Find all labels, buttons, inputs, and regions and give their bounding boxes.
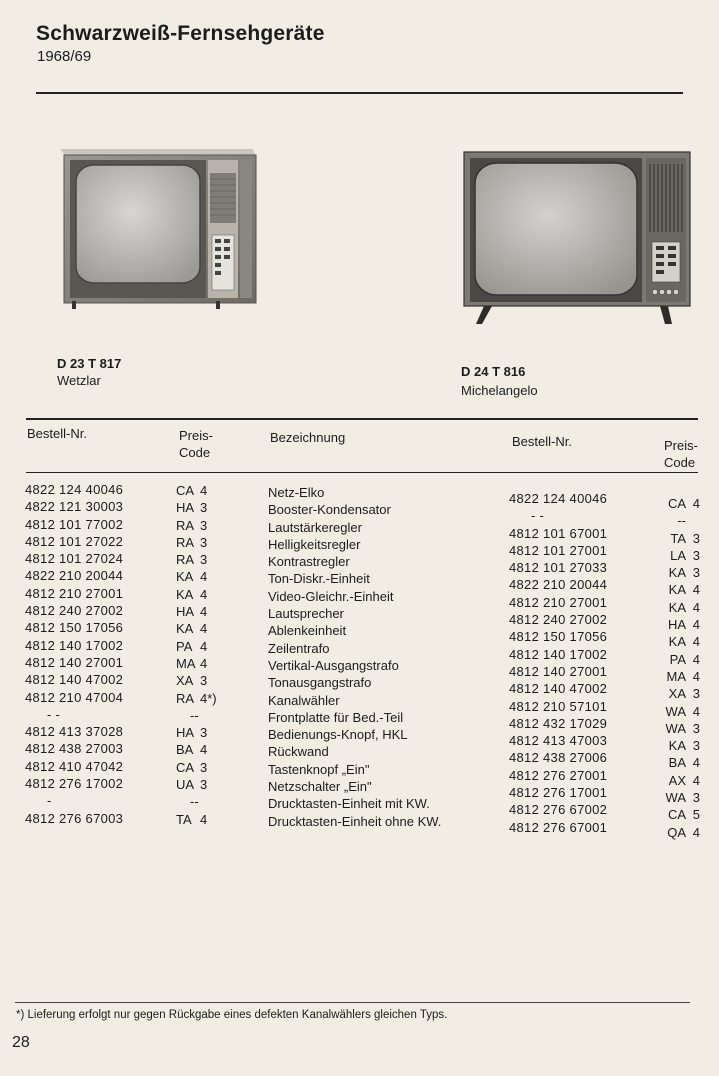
price-code-digit: 4: [200, 655, 208, 671]
price-code-letters: RA: [176, 534, 195, 550]
part-number: 4812 101 67001: [509, 525, 608, 541]
header-preis-label: Preis-: [664, 438, 698, 453]
price-code-digit: 4: [200, 742, 208, 758]
price-code-digit: 3: [692, 738, 700, 754]
price-code: [650, 703, 700, 720]
part-number: - -: [47, 706, 61, 722]
part-description: Lautsprecher: [268, 606, 344, 622]
price-code-digit: 4: [692, 668, 700, 684]
part-number: 4812 140 27001: [25, 654, 124, 670]
column-bestell-nr-d23t817: [25, 481, 123, 827]
price-code: [650, 581, 700, 598]
footnote-rule: [15, 1002, 690, 1003]
tv-d24t816-image: [462, 150, 692, 326]
price-code: [650, 720, 700, 737]
price-code: [650, 599, 700, 616]
price-code-letters: RA: [176, 690, 195, 706]
price-code-letters: MA: [666, 668, 686, 684]
price-code: [176, 776, 217, 793]
price-code: [650, 547, 700, 564]
price-code-letters: --: [190, 794, 199, 810]
price-code-letters: TA: [176, 811, 192, 827]
header-bestell-nr: Bestell-Nr.: [512, 434, 572, 449]
price-code-letters: AX: [668, 772, 686, 788]
price-code-digit: 4: [692, 496, 700, 511]
part-number: 4822 210 20044: [509, 577, 608, 593]
price-code-letters: CA: [176, 483, 195, 498]
column-bezeichnung: [268, 484, 441, 830]
price-code: [650, 737, 700, 754]
part-description: Kontrastregler: [268, 554, 350, 570]
page-number: 28: [12, 1034, 30, 1051]
part-description: Zeilentrafo: [268, 640, 330, 656]
price-code-letters: --: [190, 707, 199, 723]
header-preis-code: [179, 427, 213, 461]
price-code-letters: HA: [176, 725, 195, 741]
part-number: 4812 210 47004: [25, 689, 124, 705]
part-number: 4812 276 17002: [25, 776, 124, 792]
price-code-letters: CA: [667, 807, 686, 823]
part-description: Helligkeitsregler: [268, 536, 361, 552]
part-description: Lautstärkeregler: [268, 519, 362, 535]
price-code: [650, 772, 700, 789]
part-number: 4812 413 47003: [509, 733, 608, 749]
part-number: 4812 150 17056: [509, 629, 608, 645]
price-code: [650, 789, 700, 806]
table-header-rule: [26, 472, 698, 473]
part-number: 4812 101 27001: [509, 542, 608, 558]
part-number: 4812 140 17002: [509, 646, 608, 662]
model-number: D 24 T 816: [461, 364, 526, 379]
price-code-digit: 3: [200, 777, 208, 793]
price-code: [176, 724, 217, 741]
part-number: 4812 240 27002: [509, 612, 608, 628]
header-code-label: Code: [664, 455, 696, 470]
price-code: [650, 685, 700, 702]
price-code-letters: XA: [668, 686, 686, 702]
price-code-letters: KA: [176, 569, 194, 585]
price-code: [650, 824, 700, 841]
part-number: 4812 432 17029: [509, 715, 608, 731]
part-number: 4812 413 37028: [25, 724, 124, 740]
page-subtitle: 1968/69: [37, 48, 92, 65]
price-code: [650, 633, 700, 650]
price-code-letters: CA: [667, 496, 686, 511]
price-code-letters: RA: [176, 552, 195, 568]
price-code: [176, 586, 217, 603]
part-number: 4812 276 67003: [25, 810, 124, 826]
price-code-letters: KA: [668, 634, 686, 650]
part-description: Drucktasten-Einheit mit KW.: [268, 796, 430, 812]
part-number: 4812 140 17002: [25, 637, 124, 653]
part-number: 4822 124 40046: [509, 491, 608, 506]
part-number: 4812 101 27024: [25, 551, 124, 567]
price-code-digit: 4*): [200, 690, 217, 706]
price-code-digit: 4: [200, 811, 208, 827]
part-number: 4812 140 47002: [509, 681, 608, 697]
price-code: [176, 517, 217, 534]
part-description: Rückwand: [268, 744, 329, 760]
price-code: [176, 741, 217, 758]
price-code: [176, 568, 217, 585]
price-code: [176, 707, 217, 724]
column-preis-code-d23t817: [176, 482, 217, 828]
price-code-digit: 4: [692, 617, 700, 633]
price-code-digit: 3: [692, 790, 700, 806]
price-code: [176, 690, 217, 707]
part-description: Frontplatte für Bed.-Teil: [268, 709, 404, 725]
price-code-digit: 4: [200, 586, 208, 602]
price-code-digit: 3: [692, 547, 700, 563]
price-code-digit: 3: [200, 552, 208, 568]
price-code: [650, 616, 700, 633]
price-code-letters: KA: [668, 738, 686, 754]
price-code: [176, 672, 217, 689]
column-preis-code-d24t816: [650, 495, 700, 841]
part-number: 4812 276 67001: [509, 819, 608, 835]
price-code-digit: 4: [200, 621, 208, 637]
price-code-letters: PA: [176, 638, 193, 654]
header-bezeichnung: Bezeichnung: [270, 430, 346, 445]
model-number: D 23 T 817: [57, 356, 122, 371]
price-code-digit: 4: [200, 569, 208, 585]
price-code: [176, 638, 217, 655]
price-code-letters: --: [677, 513, 686, 529]
price-code-digit: 4: [692, 755, 700, 771]
price-code: [650, 754, 700, 771]
part-description: Netzschalter „Ein": [268, 779, 372, 795]
price-code-letters: KA: [176, 621, 194, 637]
price-code-digit: 4: [200, 638, 208, 654]
price-code-digit: 3: [200, 759, 208, 775]
price-code-digit: 4: [692, 582, 700, 598]
tv-d23t817-image: [58, 145, 258, 313]
part-description: Vertikal-Ausgangstrafo: [268, 657, 399, 673]
price-code-letters: HA: [176, 604, 195, 620]
price-code: [176, 793, 217, 810]
part-number: 4812 276 67002: [509, 802, 608, 818]
price-code-letters: QA: [667, 824, 686, 840]
price-code: [176, 482, 217, 499]
price-code-letters: TA: [670, 530, 686, 546]
price-code-letters: WA: [665, 790, 686, 806]
price-code: [650, 668, 700, 685]
price-code: [176, 551, 217, 568]
price-code-letters: HA: [667, 617, 686, 633]
price-code-letters: BA: [668, 755, 686, 771]
part-description: Drucktasten-Einheit ohne KW.: [268, 813, 442, 829]
model-name: Michelangelo: [461, 383, 538, 398]
part-number: 4822 121 30003: [25, 499, 124, 515]
price-code: [650, 530, 700, 547]
column-bestell-nr-d24t816: [509, 490, 607, 836]
part-number: 4812 140 27001: [509, 663, 608, 679]
price-code-letters: KA: [668, 565, 686, 581]
price-code-digit: 5: [692, 807, 700, 823]
price-code-letters: XA: [176, 673, 194, 689]
part-number: 4812 101 27022: [25, 533, 124, 549]
part-description: Ton-Diskr.-Einheit: [268, 571, 370, 587]
price-code-digit: 3: [200, 725, 208, 741]
part-description: Bedienungs-Knopf, HKL: [268, 727, 408, 743]
part-number: 4812 101 77002: [25, 516, 124, 532]
header-preis-label: Preis-: [179, 428, 213, 443]
price-code: [650, 564, 700, 581]
price-code: [176, 655, 217, 672]
part-number: 4812 276 27001: [509, 767, 608, 783]
price-code-letters: HA: [176, 500, 195, 516]
table-top-rule: [26, 418, 698, 420]
price-code-digit: 3: [200, 517, 208, 533]
part-number: 4822 124 40046: [25, 482, 124, 497]
price-code-letters: KA: [668, 582, 686, 598]
part-number: 4812 140 47002: [25, 672, 124, 688]
price-code-letters: KA: [176, 586, 194, 602]
price-code-letters: UA: [176, 777, 195, 793]
price-code: [176, 534, 217, 551]
header-bestell-nr: Bestell-Nr.: [27, 426, 87, 441]
part-number: 4812 210 27001: [25, 585, 124, 601]
model-name: Wetzlar: [57, 373, 101, 388]
part-number: 4812 410 47042: [25, 758, 124, 774]
price-code-digit: 4: [200, 483, 208, 498]
price-code-letters: MA: [176, 655, 196, 671]
page-title: Schwarzweiß-Fernsehgeräte: [36, 22, 325, 45]
part-description: Booster-Kondensator: [268, 502, 391, 518]
part-description: Tastenknopf „Ein": [268, 761, 370, 777]
part-number: 4812 240 27002: [25, 603, 124, 619]
price-code: [176, 603, 217, 620]
part-number: 4812 150 17056: [25, 620, 124, 636]
price-code-digit: 4: [692, 651, 700, 667]
part-number: 4812 101 27033: [509, 560, 608, 576]
price-code-letters: RA: [176, 517, 195, 533]
price-code-digit: 4: [692, 703, 700, 719]
part-number: 4812 276 17001: [509, 785, 608, 801]
part-number: 4812 210 27001: [509, 594, 608, 610]
price-code-digit: 4: [692, 599, 700, 615]
part-number: 4822 210 20044: [25, 568, 124, 584]
price-code-letters: CA: [176, 759, 195, 775]
price-code: [176, 620, 217, 637]
price-code-digit: 3: [692, 565, 700, 581]
price-code-letters: PA: [669, 651, 686, 667]
part-number: 4812 210 57101: [509, 698, 608, 714]
price-code-letters: WA: [665, 703, 686, 719]
part-number: 4812 438 27006: [509, 750, 608, 766]
header-code-label: Code: [179, 445, 211, 460]
price-code-digit: 4: [692, 634, 700, 650]
price-code-letters: BA: [176, 742, 194, 758]
price-code: [650, 495, 700, 512]
price-code-digit: 3: [692, 530, 700, 546]
price-code-digit: 4: [692, 824, 700, 840]
price-code: [650, 512, 700, 529]
part-description: Tonausgangstrafo: [268, 675, 372, 691]
price-code-letters: LA: [670, 547, 686, 563]
price-code-digit: 3: [692, 720, 700, 736]
price-code: [650, 806, 700, 823]
price-code-letters: KA: [668, 599, 686, 615]
price-code-digit: 3: [692, 686, 700, 702]
top-rule: [36, 92, 683, 94]
part-description: Netz-Elko: [268, 485, 325, 500]
price-code-digit: 4: [200, 604, 208, 620]
price-code: [176, 759, 217, 776]
footnote: *) Lieferung erfolgt nur gegen Rückgabe eines defekten Kanalwählers gleichen Typs.: [16, 1009, 448, 1021]
price-code: [176, 811, 217, 828]
price-code-digit: 4: [692, 772, 700, 788]
price-code: [650, 651, 700, 668]
header-preis-code: [664, 437, 698, 471]
price-code-digit: 3: [200, 673, 208, 689]
part-description: Ablenkeinheit: [268, 623, 347, 639]
price-code-digit: 3: [200, 500, 208, 516]
part-number: -: [47, 793, 52, 809]
price-code: [176, 499, 217, 516]
price-code-letters: WA: [665, 720, 686, 736]
part-description: Kanalwähler: [268, 692, 340, 708]
price-code-digit: 3: [200, 534, 208, 550]
part-number: - -: [531, 508, 545, 524]
part-description: Video-Gleichr.-Einheit: [268, 588, 394, 604]
part-number: 4812 438 27003: [25, 741, 124, 757]
